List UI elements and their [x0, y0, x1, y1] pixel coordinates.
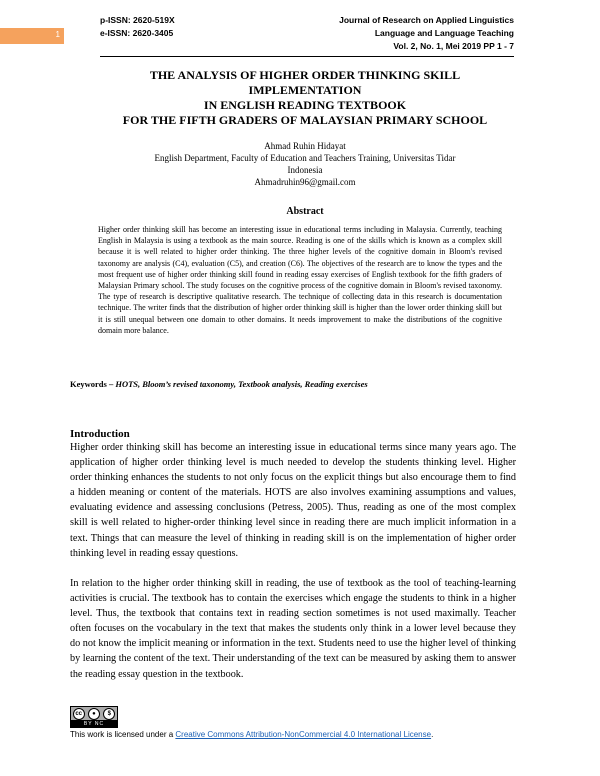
noncommercial-icon: $ — [103, 708, 115, 720]
license-prefix: This work is licensed under a — [70, 730, 176, 739]
paper-title — [70, 68, 540, 128]
cc-license-badge[interactable] — [70, 706, 118, 728]
journal-name: Journal of Research on Applied Linguistics — [339, 15, 514, 25]
keywords-value: HOTS, Bloom’s revised taxonomy, Textbook analysis, Reading exercises — [115, 379, 368, 389]
introduction-paragraph-1: Higher order thinking skill has become an interesting issue in educational terms since many years ago. The application of higher order thinking level is much needed to develop the students thinking level. Higher order thinking enhances the students to not only focus on the explicit things but also encourage them to find a hidden meaning or content of the materials. HOTS are also involves examining assumptions and values, evaluating evidence and assessing conclusions (Petress, 2005). Thus, reading as one of the most complex skill is well related to higher-order thinking level since in reading there are much implicit information in a text. Things that can measure the level of thinking in reading skill is on the implementation of higher order thinking level in reading essay questions. — [70, 442, 516, 559]
cc-badge-label: BY NC — [71, 720, 117, 727]
author-affiliation: English Department, Faculty of Education and Teachers Training, Universitas Tidar — [154, 153, 456, 163]
keywords — [70, 379, 540, 389]
author-email: Ahmadruhin96@gmail.com — [254, 177, 356, 187]
license-notice — [70, 730, 433, 739]
keywords-label: Keywords — [70, 379, 107, 389]
abstract-heading: Abstract — [286, 206, 324, 217]
title-line-2: IMPLEMENTATION — [248, 83, 362, 97]
license-link[interactable]: Creative Commons Attribution-NonCommercial 4.0 International License — [175, 730, 432, 739]
keywords-separator: – — [106, 379, 116, 389]
license-suffix: . — [431, 730, 434, 739]
journal-info — [339, 14, 514, 53]
journal-volume: Vol. 2, No. 1, Mei 2019 PP 1 - 7 — [393, 41, 514, 51]
page-number: 1 — [55, 30, 60, 39]
introduction-heading: Introduction — [70, 428, 130, 440]
p-issn: p-ISSN: 2620-519X — [100, 15, 175, 25]
attribution-icon: ● — [88, 708, 100, 720]
author-name: Ahmad Ruhin Hidayat — [264, 141, 346, 151]
title-line-4: FOR THE FIFTH GRADERS OF MALAYSIAN PRIMARY SCHOOL — [122, 113, 488, 127]
issn-block — [100, 14, 175, 40]
title-line-3: IN ENGLISH READING TEXTBOOK — [203, 98, 407, 112]
e-issn: e-ISSN: 2620-3405 — [100, 28, 174, 38]
abstract-body: Higher order thinking skill has become an interesting issue in educational terms including in Malaysia. Currently, teaching English in Malaysia is using a textbook as the main source. Reading is one of the skills which is known as a complex skill because it is well related to higher order thinking. The three higher levels of the cognitive domain in Bloom's revised taxonomy are analysis (C4), evaluation (C5), and creation (C6). The objectives of the research are to know the types and the most frequent use of higher order thinking skill found in reading essay exercises of English textbook for the fifth graders of Malaysian Primary school. The study focuses on the cognitive process of the cognitive domain in Bloom's revised taxonomy. The type of research is descriptive qualitative research. The technique of collecting data in this research is documentation technique. The writer finds that the distribution of higher order thinking skill is higher than the lower order thinking skill but it is still unequal between one domain to other domains. It needs improvement to make the distributions of the cognitive domain more balance. — [98, 225, 502, 335]
author-country: Indonesia — [287, 165, 323, 175]
journal-subtitle: Language and Language Teaching — [374, 28, 514, 38]
author-block — [70, 140, 540, 188]
introduction-paragraph-2: In relation to the higher order thinking skill in reading, the use of textbook as the tool of teaching-learning activities is crucial. The textbook has to contain the exercises which engage the students to think in a higher level. Thus, the textbook that contains text in reading section sometimes is not used maximally. Teacher often focuses on the vocabulary in the text that makes the students only think in a lower level because they do not know the implicit meaning or information in the text. Students need to use the higher level of thinking by learning the content of the text. Their understanding of the text can be measured by asking them to answer the reading essay question in the textbook. — [70, 578, 516, 680]
header-divider — [100, 56, 514, 57]
cc-icon: cc — [73, 708, 85, 720]
page-number-tab — [0, 28, 64, 44]
title-line-1: THE ANALYSIS OF HIGHER ORDER THINKING SKILL — [149, 68, 461, 82]
